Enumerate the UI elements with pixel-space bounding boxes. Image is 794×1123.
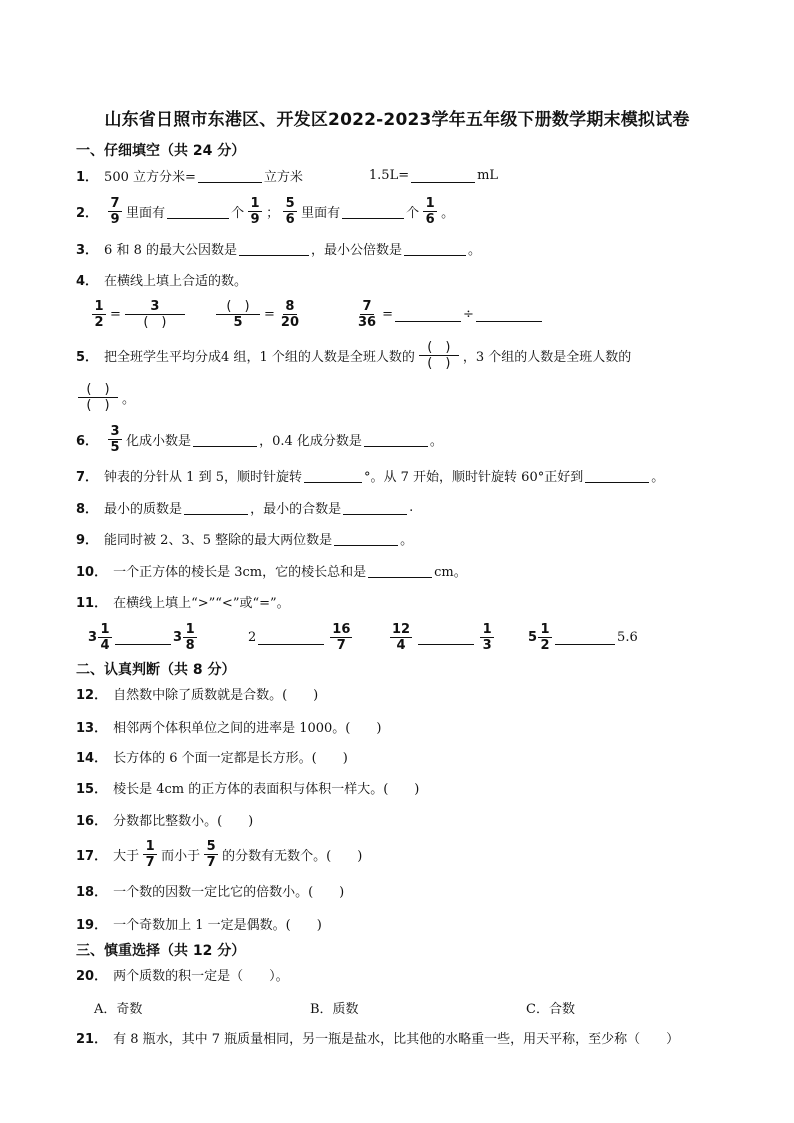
q3-text-a: 6 和 8 的最大公因数是 (104, 242, 237, 258)
fraction: $\frac{3}{5}$ (108, 424, 122, 455)
q7-text-b: °。从 7 开始，顺时针旋转 60°正好到 (364, 469, 584, 485)
question-16 (76, 806, 253, 832)
q2-text-d: 个 (406, 205, 420, 221)
q14-text: 长方体的 6 个面一定都是长方形。( ) (113, 750, 348, 766)
fraction: $\frac{1}{7}$ (143, 839, 157, 870)
q10-text-a: 一个正方体的棱长是 3cm，它的棱长总和是 (113, 564, 367, 580)
equals-sign: = (110, 306, 121, 322)
question-number: 7． (76, 469, 99, 485)
q5-text-b: ，3 个组的人数是全班人数的 (462, 349, 632, 365)
question-number: 12． (76, 687, 108, 703)
fraction: $\frac{5}{6}$ (283, 196, 297, 227)
decimal-number: 5.6 (617, 629, 638, 645)
question-number: 14． (76, 750, 108, 766)
fraction: $\frac{3}{( )}$ (125, 299, 185, 330)
question-number: 15． (76, 781, 108, 797)
question-number: 3． (76, 242, 99, 258)
divide-sign: ÷ (463, 306, 474, 322)
question-1 (76, 162, 498, 188)
q9-text-a: 能同时被 2、3、5 整除的最大两位数是 (104, 532, 333, 548)
answer-blank[interactable] (404, 241, 466, 256)
question-18 (76, 877, 344, 903)
q5-text-a: 把全班学生平均分成4 组，1 个组的人数是全班人数的 (104, 349, 415, 365)
option-a[interactable]: A．奇数 (94, 1002, 143, 1017)
question-8 (76, 494, 413, 520)
question-number: 18． (76, 884, 108, 900)
answer-blank[interactable] (184, 500, 248, 515)
question-21 (76, 1024, 679, 1050)
fraction: $\frac{8}{20}$ (280, 298, 299, 330)
q6-text-a: 化成小数是 (126, 433, 192, 449)
question-14 (76, 743, 348, 769)
q9-text-b: 。 (400, 532, 414, 548)
question-number: 8． (76, 501, 99, 517)
question-number: 20． (76, 968, 108, 984)
question-number: 21． (76, 1031, 108, 1047)
equals-sign: = (264, 306, 275, 322)
answer-blank[interactable] (342, 204, 404, 219)
answer-blank[interactable] (364, 432, 428, 447)
q17-text-b: 而小于 (161, 848, 201, 864)
q2-end: 。 (441, 205, 455, 221)
question-number: 6． (76, 433, 99, 449)
whole-number: 2 (248, 629, 257, 645)
question-number: 13． (76, 720, 108, 736)
question-number: 17． (76, 848, 108, 864)
question-number: 10． (76, 564, 108, 580)
fraction: $\frac{12}{4}$ (392, 621, 411, 653)
q4-equation-2 (212, 296, 305, 332)
question-7 (76, 462, 664, 488)
fraction: $\frac{1}{2}$ (92, 299, 106, 330)
answer-blank[interactable] (115, 630, 171, 645)
mixed-number: 3 $\frac{1}{4}$ (88, 622, 113, 653)
q19-text: 一个奇数加上 1 一定是偶数。( ) (113, 917, 322, 933)
fraction: $\frac{1}{9}$ (248, 196, 262, 227)
q3-text-c: 。 (468, 242, 482, 258)
q7-text-c: 。 (651, 469, 665, 485)
question-13 (76, 713, 381, 739)
fraction: $\frac{1}{6}$ (423, 196, 437, 227)
question-number: 9． (76, 532, 99, 548)
fraction: $\frac{7}{36}$ (358, 298, 377, 330)
question-15 (76, 774, 419, 800)
option-b[interactable]: B．质数 (310, 1002, 359, 1017)
q4-equation-3 (352, 296, 544, 332)
q4-equation-1 (88, 296, 189, 332)
fraction-blank[interactable]: $\frac{( )}{( )}$ (419, 340, 459, 371)
question-number: 16． (76, 813, 108, 829)
q2-text-a: 里面有 (126, 205, 166, 221)
question-19 (76, 910, 322, 936)
question-11 (76, 588, 290, 614)
question-number: 1． (76, 169, 99, 185)
q3-text-b: ，最小公倍数是 (311, 242, 403, 258)
q6-text-c: 。 (429, 433, 443, 449)
section-heading-fill-in: 一、仔细填空（共 24 分） (76, 143, 246, 159)
answer-blank[interactable] (304, 468, 362, 483)
question-number: 11． (76, 595, 108, 611)
q8-text-b: ，最小的合数是 (250, 501, 342, 517)
question-10 (76, 557, 467, 583)
q11-comparison-3 (386, 618, 498, 656)
mixed-number: 3 $\frac{1}{8}$ (173, 622, 198, 653)
answer-blank[interactable] (167, 204, 229, 219)
question-number: 4． (76, 273, 99, 289)
q6-text-b: ，0.4 化成分数是 (259, 433, 362, 449)
q7-text-a: 钟表的分针从 1 到 5，顺时针旋转 (104, 469, 302, 485)
answer-blank[interactable] (555, 630, 615, 645)
equals-sign: = (382, 306, 393, 322)
q16-text: 分数都比整数小。( ) (113, 813, 254, 829)
q21-text: 有 8 瓶水，其中 7 瓶质量相同，另一瓶是盐水，比其他的水略重一些，用天平称，至少称（ ） (113, 1031, 680, 1047)
q1-text-b: 立方米 (263, 169, 303, 185)
question-17 (76, 836, 362, 872)
answer-blank[interactable] (193, 432, 257, 447)
fraction: $\frac{5}{7}$ (204, 839, 218, 870)
page-title: 山东省日照市东港区、开发区2022-2023学年五年级下册数学期末模拟试卷 (104, 110, 690, 130)
q12-text: 自然数中除了质数就是合数。( ) (113, 687, 319, 703)
section-heading-choose: 三、慎重选择（共 12 分） (76, 943, 246, 959)
q4-text: 在横线上填上合适的数。 (104, 273, 248, 289)
question-number: 5． (76, 349, 99, 365)
answer-blank[interactable] (418, 630, 474, 645)
q1-text-d: mL (477, 167, 499, 183)
option-c[interactable]: C．合数 (526, 1002, 575, 1017)
q1-text-a: 500 立方分米= (104, 169, 196, 185)
question-6 (76, 422, 443, 456)
q11-comparison-4 (528, 618, 638, 656)
q11-text: 在横线上填上“>”“<”或“=”。 (113, 595, 290, 611)
q17-text-a: 大于 (113, 848, 140, 864)
q2-text-c: 里面有 (301, 205, 341, 221)
question-4 (76, 266, 247, 292)
q10-text-b: cm。 (434, 564, 467, 580)
section-heading-judge: 二、认真判断（共 8 分） (76, 662, 236, 678)
fraction: $\frac{7}{9}$ (108, 196, 122, 227)
fraction: $\frac{16}{7}$ (332, 621, 351, 653)
question-12 (76, 680, 318, 706)
q11-comparison-2 (248, 618, 356, 656)
answer-blank[interactable] (258, 630, 324, 645)
question-5-continued (74, 380, 135, 414)
q11-comparison-1 (88, 618, 198, 656)
q2-text-b: 个 (231, 205, 245, 221)
q2-separator: ； (266, 205, 280, 221)
question-2 (76, 195, 454, 227)
q8-text-c: . (409, 499, 414, 515)
q1-text-c: 1.5L= (368, 167, 410, 183)
question-9 (76, 525, 413, 551)
answer-blank[interactable] (476, 307, 542, 322)
question-20 (76, 961, 289, 987)
fraction-blank[interactable]: $\frac{( )}{( )}$ (78, 382, 118, 413)
answer-blank[interactable] (411, 168, 475, 183)
fraction: $\frac{( )}{5}$ (216, 299, 260, 330)
answer-blank[interactable] (239, 241, 309, 256)
question-3 (76, 235, 481, 261)
q18-text: 一个数的因数一定比它的倍数小。( ) (113, 884, 345, 900)
answer-blank[interactable] (334, 531, 398, 546)
question-number: 2． (76, 205, 99, 221)
answer-blank[interactable] (395, 307, 461, 322)
question-5 (76, 338, 631, 372)
mixed-number: 5 $\frac{1}{2}$ (528, 622, 553, 653)
q15-text: 棱长是 4cm 的正方体的表面积与体积一样大。( ) (113, 781, 420, 797)
q13-text: 相邻两个体积单位之间的进率是 1000。( ) (113, 720, 382, 736)
question-number: 19． (76, 917, 108, 933)
answer-blank[interactable] (368, 563, 432, 578)
q8-text-a: 最小的质数是 (104, 501, 183, 517)
fraction: $\frac{1}{3}$ (480, 622, 494, 653)
q17-text-c: 的分数有无数个。( ) (222, 848, 363, 864)
answer-blank[interactable] (198, 168, 262, 183)
answer-blank[interactable] (585, 468, 649, 483)
answer-blank[interactable] (343, 500, 407, 515)
q20-text: 两个质数的积一定是（ ）。 (113, 968, 289, 984)
q5-end: 。 (122, 391, 136, 407)
